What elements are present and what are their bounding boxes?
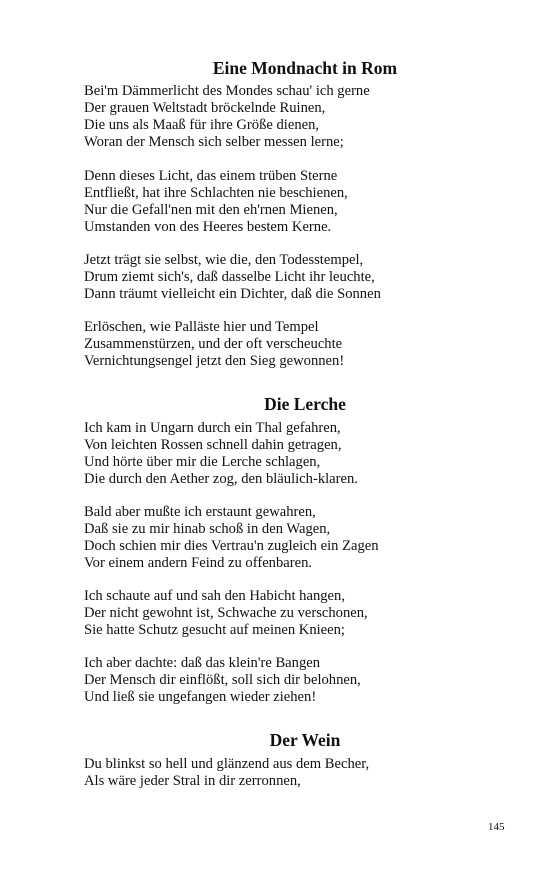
stanza <box>84 588 524 639</box>
stanza <box>84 756 524 790</box>
verse-line: Und hörte über mir die Lerche schlagen, <box>84 454 321 470</box>
verse-line: Der grauen Weltstadt bröckelnde Ruinen, <box>84 100 326 116</box>
poem-title-mondnacht: Eine Mondnacht in Rom <box>212 58 398 78</box>
stanza <box>84 504 524 572</box>
verse-line: Und ließ sie ungefangen wieder ziehen! <box>84 689 317 705</box>
page-number: 145 <box>488 821 505 833</box>
poem-title-lerche: Die Lerche <box>264 394 346 414</box>
verse-line: Drum ziemt sich's, daß dasselbe Licht ihr leuchte, <box>84 269 375 285</box>
verse-line: Bald aber mußte ich erstaunt gewahren, <box>84 504 316 520</box>
verse-line: Ich schaute auf und sah den Habicht hangen, <box>84 588 345 604</box>
verse-line: Umstanden von des Heeres bestem Kerne. <box>84 219 332 235</box>
verse-line: Denn dieses Licht, das einem trüben Sterne <box>84 168 338 184</box>
stanza <box>84 168 524 236</box>
poem-title-wein: Der Wein <box>269 730 341 750</box>
verse-line: Sie hatte Schutz gesucht auf meinen Knieen; <box>84 622 345 638</box>
verse-line: Der nicht gewohnt ist, Schwache zu verschonen, <box>84 605 368 621</box>
verse-line: Vor einem andern Feind zu offenbaren. <box>84 555 313 571</box>
verse-line: Nur die Gefall'nen mit den eh'rnen Mienen, <box>84 202 338 218</box>
verse-line: Entfließt, hat ihre Schlachten nie beschienen, <box>84 185 348 201</box>
verse-line: Die durch den Aether zog, den bläulich-klaren. <box>84 471 358 487</box>
stanza <box>84 420 524 488</box>
verse-line: Vernichtungsengel jetzt den Sieg gewonnen! <box>84 353 345 369</box>
stanza <box>84 83 524 151</box>
verse-line: Jetzt trägt sie selbst, wie die, den Todesstempel, <box>84 252 364 268</box>
verse-line: Doch schien mir dies Vertrau'n zugleich ein Zagen <box>84 538 379 554</box>
verse-line: Dann träumt vielleicht ein Dichter, daß die Sonnen <box>84 286 381 302</box>
stanza <box>84 252 524 303</box>
verse-line: Der Mensch dir einflößt, soll sich dir belohnen, <box>84 672 361 688</box>
verse-line: Von leichten Rossen schnell dahin getragen, <box>84 437 342 453</box>
verse-line: Bei'm Dämmerlicht des Mondes schau' ich gerne <box>84 83 370 99</box>
verse-line: Daß sie zu mir hinab schoß in den Wagen, <box>84 521 331 537</box>
verse-line: Woran der Mensch sich selber messen lerne; <box>84 134 344 150</box>
stanza <box>84 655 524 706</box>
verse-line: Als wäre jeder Stral in dir zerronnen, <box>84 773 301 789</box>
verse-line: Ich kam in Ungarn durch ein Thal gefahren, <box>84 420 341 436</box>
stanza <box>84 319 524 370</box>
verse-line: Erlöschen, wie Palläste hier und Tempel <box>84 319 319 335</box>
verse-line: Zusammenstürzen, und der oft verscheuchte <box>84 336 343 352</box>
verse-line: Du blinkst so hell und glänzend aus dem Becher, <box>84 756 370 772</box>
verse-line: Ich aber dachte: daß das klein're Bangen <box>84 655 321 671</box>
verse-line: Die uns als Maaß für ihre Größe dienen, <box>84 117 320 133</box>
